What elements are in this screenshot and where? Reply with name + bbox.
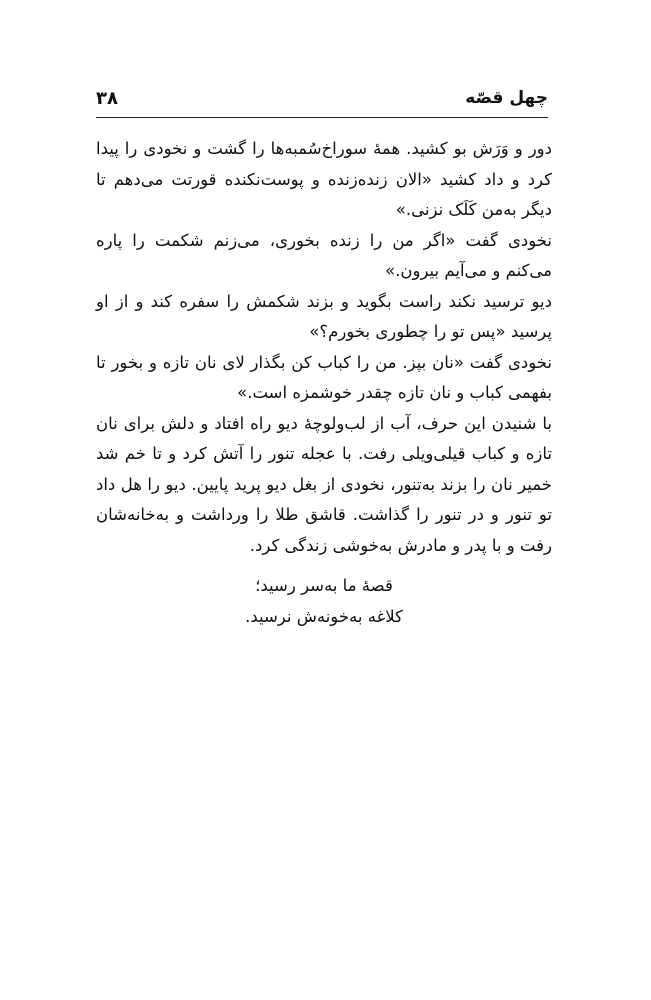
ending-line-2: کلاغه به‌خونه‌ش نرسید. — [245, 607, 403, 626]
story-ending — [96, 570, 552, 632]
paragraph: دور و وَرَش بو کشید. همهٔ سوراخ‌سُمبه‌ها را گشت و نخودی را پیدا کرد و داد کشید «الان زنده‌زنده و پوست‌نکنده قورتت می‌دهم تا دیگر به‌من کَلَک نزنی.» — [96, 139, 552, 219]
ending-line-1: قصهٔ ما به‌سر رسید؛ — [255, 576, 393, 595]
book-title: چهل قصّه — [465, 88, 548, 108]
paragraph: نخودی گفت «اگر من را زنده بخوری، می‌زنم شکمت را پاره می‌کنم و می‌آیم بیرون.» — [96, 230, 552, 280]
paragraph: با شنیدن این حرف، آب از لب‌ولوچهٔ دیو راه افتاد و دلش برای نان تازه و کباب قیلی‌ویلی رفت. با عجله تنور را آتش کرد و تا خم شد خمیر نان را بزند به‌تنور، نخودی از بغل دیو پرید پایین. دیو را هل داد تو تنور و در تنور را گذاشت. قاشق طلا را ورداشت و به‌خانه‌شان رفت و با پدر و مادرش به‌خوشی زندگی کرد. — [96, 413, 552, 555]
running-header — [96, 88, 548, 114]
page-number: ۳۸ — [96, 88, 118, 109]
paragraph: نخودی گفت «نان بپز. من را کباب کن بگذار لای نان تازه و بخور تا بفهمی کباب و نان تازه چقدر خوشمزه است.» — [96, 352, 552, 402]
story-body — [96, 134, 552, 561]
header-divider — [96, 117, 548, 118]
paragraph: دیو ترسید نکند راست بگوید و بزند شکمش را سفره کند و از او پرسید «پس تو را چطوری بخورم؟» — [96, 291, 552, 341]
